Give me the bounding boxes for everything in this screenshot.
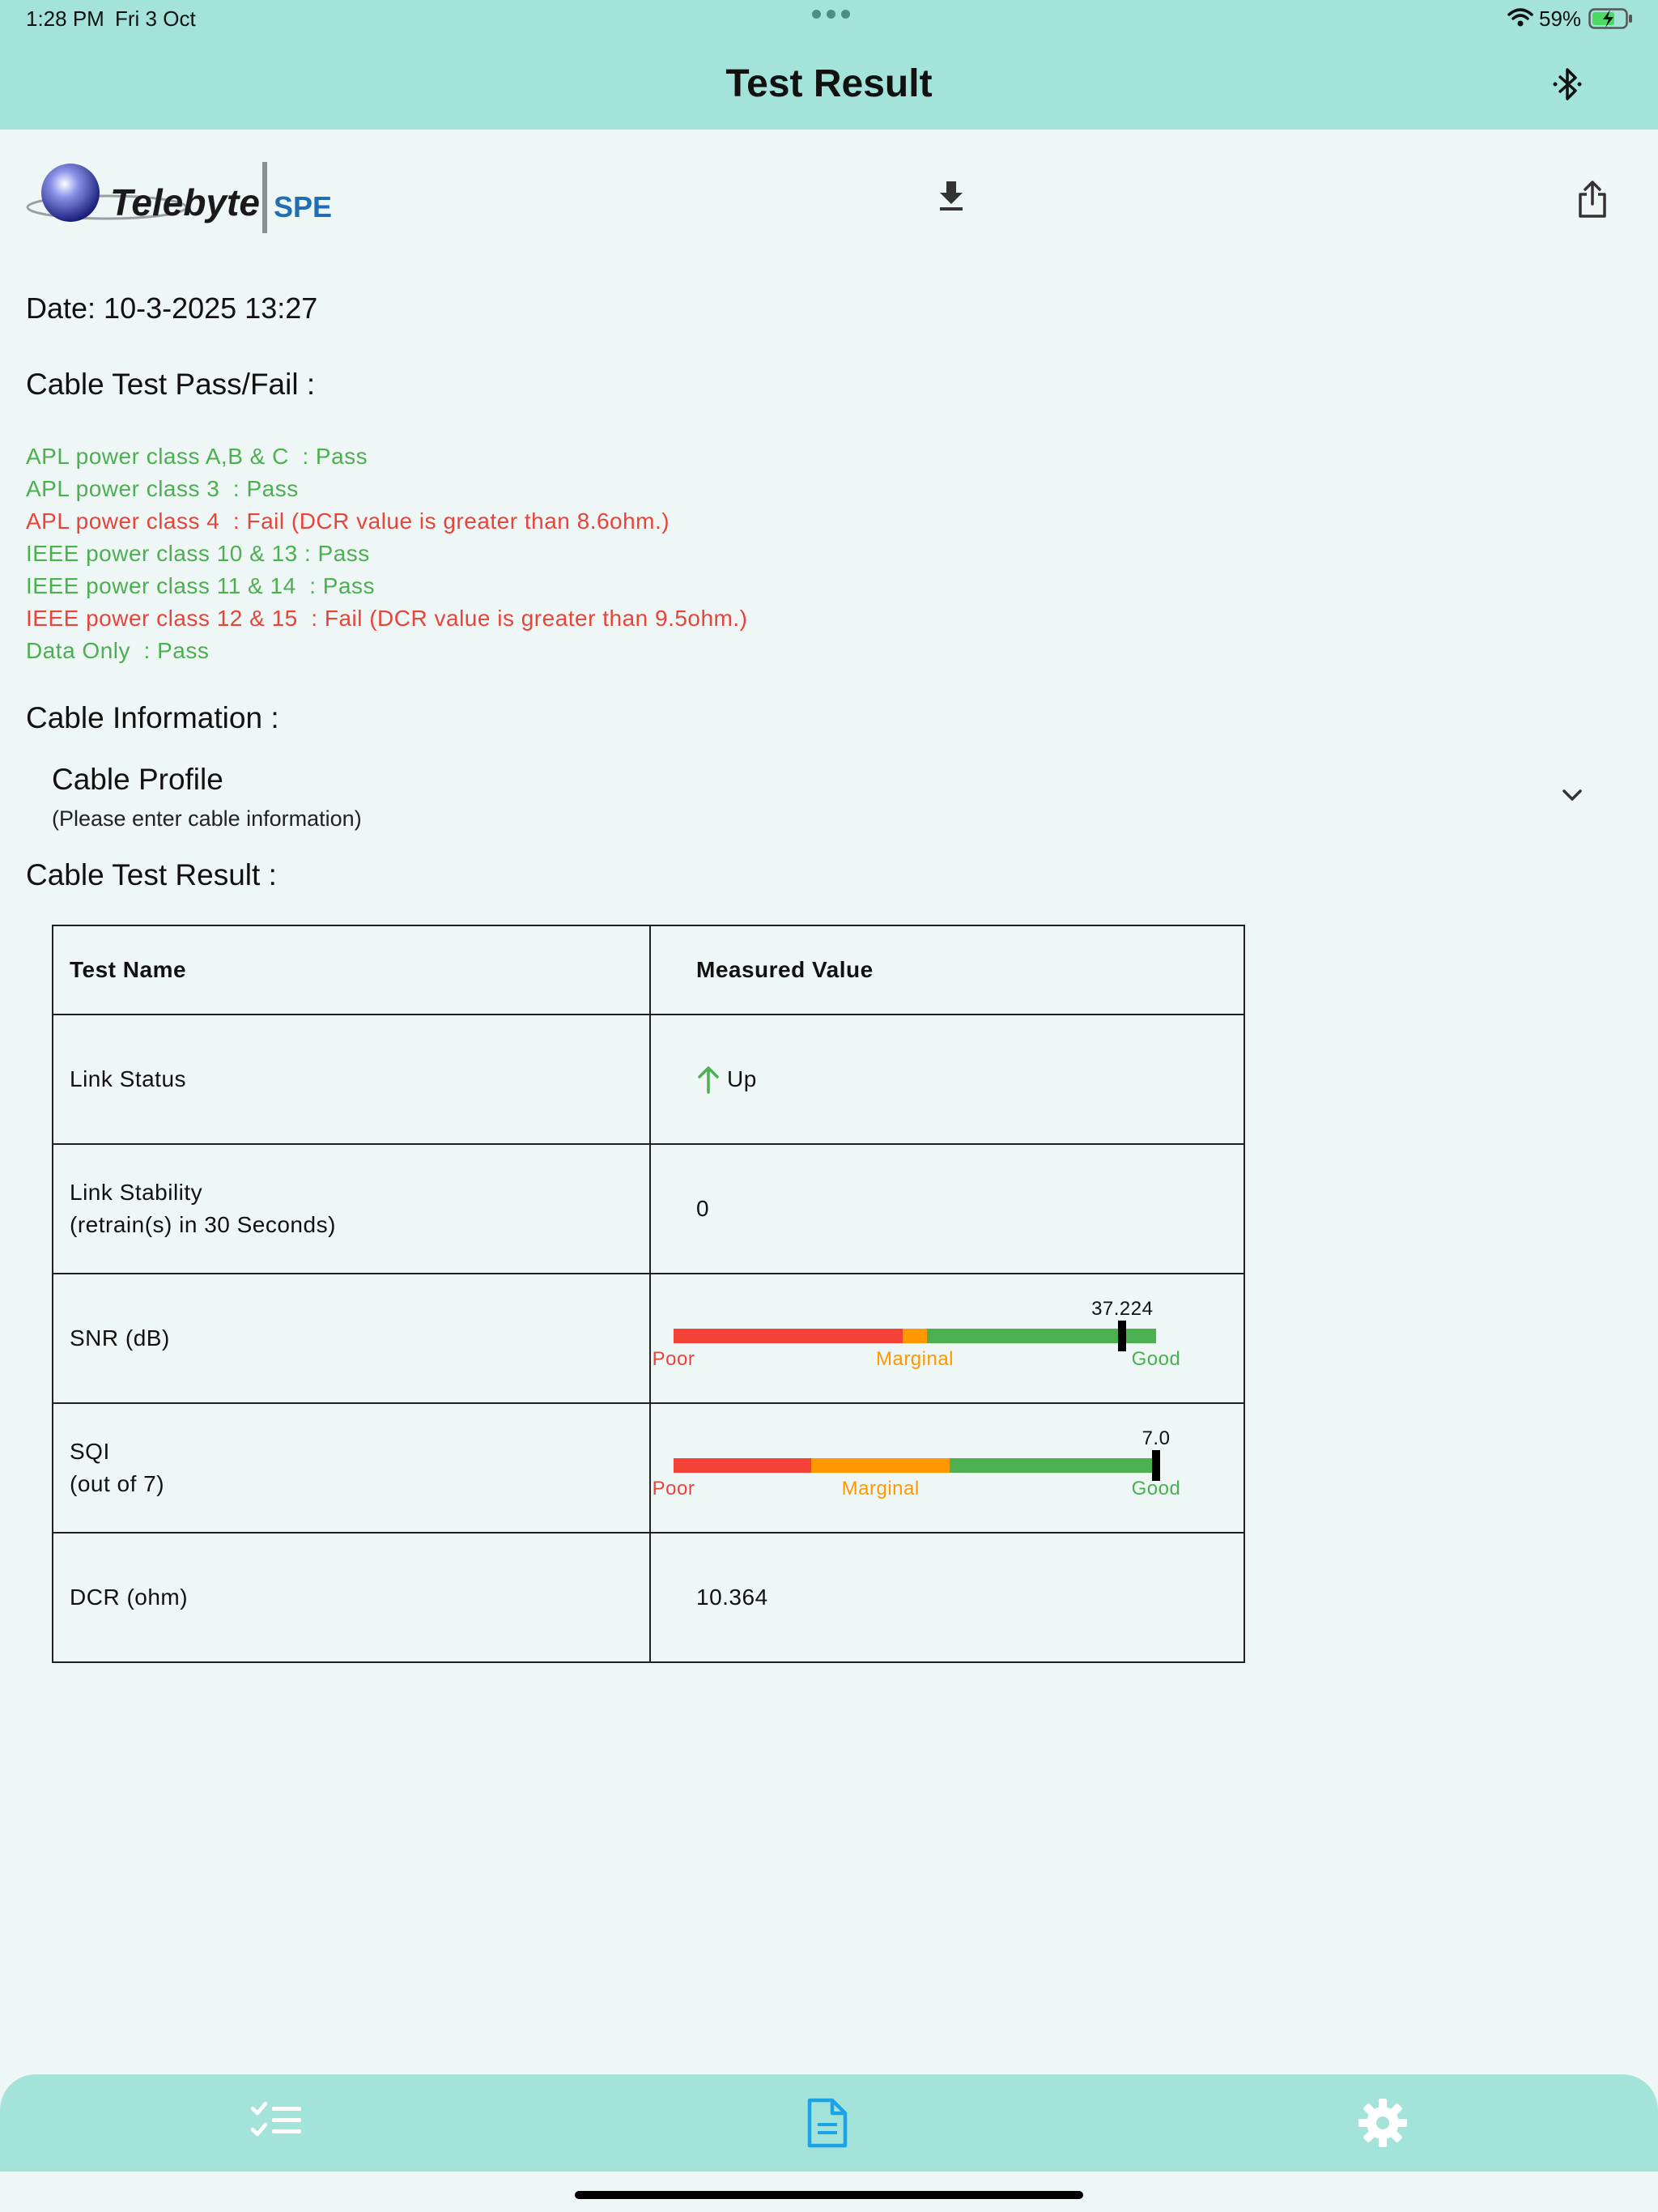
telebyte-logo	[26, 159, 334, 240]
gauge-marker	[1152, 1450, 1160, 1481]
gauge-label-poor: Poor	[652, 1478, 695, 1499]
status-time: 1:28 PM	[26, 6, 104, 31]
cable-profile-title[interactable]: Cable Profile	[52, 763, 223, 796]
bluetooth-icon[interactable]	[1550, 65, 1585, 104]
pass-fail-item: IEEE power class 12 & 15 : Fail (DCR value is greater than 9.5ohm.)	[26, 606, 748, 631]
table-row	[53, 1015, 1244, 1144]
result-table	[52, 925, 1245, 1663]
pass-fail-item: APL power class A,B & C : Pass	[26, 444, 368, 469]
gauge-poor-segment	[674, 1458, 811, 1473]
gauge-marker	[1118, 1321, 1126, 1351]
test-name-link-stability-sub: (retrain(s) in 30 Seconds)	[70, 1212, 336, 1237]
link-stability-value: 0	[696, 1196, 710, 1221]
gauge-marginal-segment	[903, 1329, 927, 1343]
table-row	[53, 1274, 1244, 1403]
test-name-sqi: SQI	[70, 1439, 110, 1464]
pass-fail-item: IEEE power class 11 & 14 : Pass	[26, 573, 376, 598]
battery-charging-icon	[1588, 8, 1634, 29]
share-icon[interactable]	[1577, 180, 1608, 219]
pass-fail-heading: Cable Test Pass/Fail :	[26, 368, 316, 401]
chevron-down-icon[interactable]	[1561, 787, 1584, 803]
arrow-up-icon	[696, 1065, 721, 1094]
gauge-label-marginal: Marginal	[875, 1348, 954, 1370]
test-name-link-status: Link Status	[70, 1066, 187, 1091]
document-icon[interactable]	[806, 2097, 848, 2149]
cable-test-result-heading: Cable Test Result :	[26, 858, 277, 891]
snr-gauge	[651, 1298, 1185, 1379]
link-status-value: Up	[727, 1066, 757, 1091]
gauge-label-good: Good	[1131, 1478, 1181, 1499]
test-name-dcr: DCR (ohm)	[70, 1585, 189, 1610]
header-measured-value: Measured Value	[696, 957, 874, 982]
status-date: Fri 3 Oct	[115, 6, 196, 31]
header-test-name: Test Name	[70, 957, 187, 982]
battery-percentage: 59%	[1539, 6, 1582, 31]
gauge-label-poor: Poor	[652, 1348, 695, 1370]
test-name-sqi-sub: (out of 7)	[70, 1471, 165, 1496]
page-title: Test Result	[725, 62, 933, 105]
cable-profile-hint: (Please enter cable information)	[52, 806, 362, 831]
wifi-icon	[1507, 8, 1533, 28]
download-icon[interactable]	[937, 180, 965, 212]
sqi-gauge	[651, 1427, 1185, 1508]
test-name-link-stability: Link Stability	[70, 1180, 203, 1205]
gauge-bar	[674, 1329, 1156, 1343]
pass-fail-list	[26, 440, 748, 667]
gauge-good-segment	[950, 1458, 1156, 1473]
gauge-marginal-segment	[811, 1458, 949, 1473]
gear-icon[interactable]	[1357, 2097, 1409, 2149]
multitasking-dots-icon[interactable]	[812, 10, 850, 19]
test-name-snr: SNR (dB)	[70, 1325, 170, 1351]
home-indicator[interactable]	[575, 2191, 1083, 2199]
table-row	[53, 1144, 1244, 1274]
gauge-label-good: Good	[1131, 1348, 1181, 1370]
table-header-row	[53, 925, 1244, 1015]
gauge-poor-segment	[674, 1329, 903, 1343]
cable-info-heading: Cable Information :	[26, 701, 279, 734]
pass-fail-item: Data Only : Pass	[26, 638, 210, 663]
pass-fail-item: APL power class 4 : Fail (DCR value is greater than 8.6ohm.)	[26, 508, 670, 534]
table-row	[53, 1533, 1244, 1662]
pass-fail-item: APL power class 3 : Pass	[26, 476, 299, 501]
gauge-label-marginal: Marginal	[841, 1478, 920, 1499]
gauge-value: 37.224	[1091, 1298, 1154, 1320]
gauge-bar	[674, 1458, 1156, 1473]
pass-fail-item: IEEE power class 10 & 13 : Pass	[26, 541, 370, 566]
table-row	[53, 1403, 1244, 1533]
checklist-icon[interactable]	[251, 2100, 303, 2142]
dcr-value: 10.364	[696, 1585, 768, 1610]
logo-suffix: SPE	[274, 190, 333, 223]
gauge-value: 7.0	[1141, 1427, 1171, 1449]
logo-brand: Telebyte	[110, 181, 260, 223]
report-date: Date: 10-3-2025 13:27	[26, 291, 318, 325]
